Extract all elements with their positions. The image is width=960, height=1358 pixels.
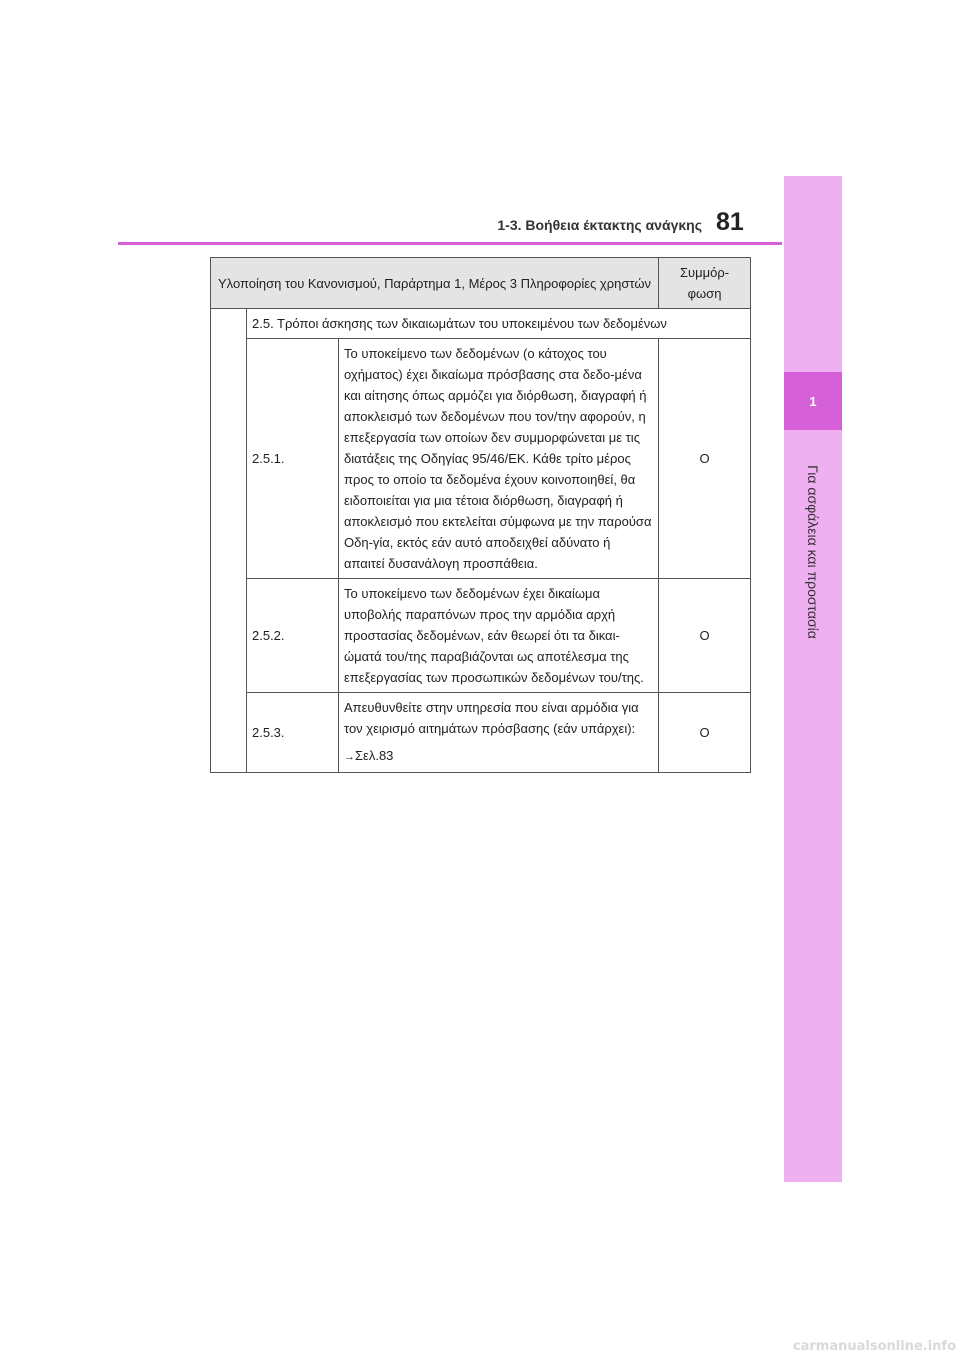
table-row xyxy=(211,579,751,693)
chapter-side-tab xyxy=(784,176,842,1182)
page-reference-link[interactable] xyxy=(344,745,653,768)
row-text: Απευθυνθείτε στην υπηρεσία που είναι αρμόδια για τον χειρισμό αιτημάτων πρόσβασης (εάν υπάρχει): xyxy=(344,700,639,736)
row-id: 2.5.1. xyxy=(247,339,339,579)
row-text-cell xyxy=(339,693,659,773)
table-row xyxy=(211,693,751,773)
chapter-number-badge[interactable]: 1 xyxy=(784,372,842,430)
chapter-title-vertical: Για ασφάλεια και προστασία xyxy=(805,465,821,639)
header-divider xyxy=(118,242,782,245)
table-row xyxy=(211,339,751,579)
section-title: 1-3. Βοήθεια έκτακτης ανάγκης xyxy=(497,217,702,233)
section-caption-row xyxy=(211,309,751,339)
table-header-row xyxy=(211,258,751,309)
indent-cell xyxy=(211,309,247,773)
regulation-table xyxy=(210,257,751,773)
row-id: 2.5.3. xyxy=(247,693,339,773)
section-caption: 2.5. Τρόποι άσκησης των δικαιωμάτων του υποκειμένου των δεδομένων xyxy=(247,309,751,339)
row-compliance: O xyxy=(659,579,751,693)
header-compliance: Συμμόρ-φωση xyxy=(659,258,751,309)
page-reference-text: Σελ.83 xyxy=(355,748,394,763)
header-implementation: Υλοποίηση του Κανονισμού, Παράρτημα 1, Μέρος 3 Πληροφορίες χρηστών xyxy=(211,258,659,309)
row-text: Το υποκείμενο των δεδομένων (ο κάτοχος του οχήματος) έχει δικαίωμα πρόσβασης στα δεδο-μένα και αίτησης όπως αρμόζει για διόρθωση, διαγραφή ή αποκλεισμό των δεδομένων που τον/την αφορούν, η επεξεργασία των οποίων δεν συμμορφώνεται με τις διατάξεις της Οδηγίας 95/46/ΕΚ. Κάθε τρίτο μέρος προς το οποίο τα δεδομένα έχουν κοινοποιηθεί, θα ειδοποιείται για μια τέτοια διόρθωση, διαγραφή ή αποκλεισμό που εκτελείται σύμφωνα με την παρούσα Οδη-γία, εκτός εάν αυτό αποδειχθεί αδύνατο ή απαιτεί δυσανάλογη προσπάθεια. xyxy=(339,339,659,579)
row-compliance: O xyxy=(659,339,751,579)
row-text: Το υποκείμενο των δεδομένων έχει δικαίωμα υποβολής παραπόνων προς την αρμόδια αρχή προστασίας δεδομένων, εάν θεωρεί ότι τα δικαι-ώματά του/της παραβιάζονται ως αποτέλεσμα της επεξεργασίας των προσωπικών δεδομένων του/της. xyxy=(339,579,659,693)
arrow-right-icon: → xyxy=(344,751,355,763)
row-id: 2.5.2. xyxy=(247,579,339,693)
row-compliance: O xyxy=(659,693,751,773)
watermark: carmanualsonline.info xyxy=(792,1339,956,1354)
page-number: 81 xyxy=(716,208,744,236)
